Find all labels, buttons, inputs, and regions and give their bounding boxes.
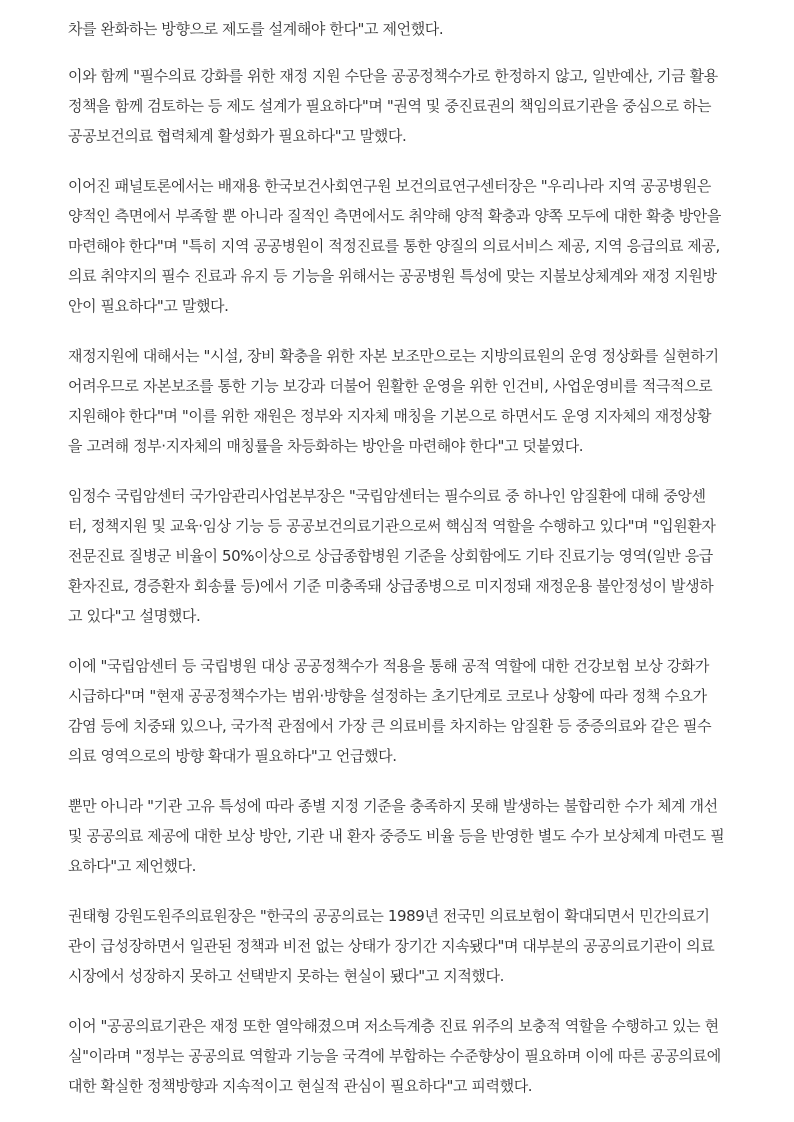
text-line: 마련해야 한다"며 "특히 지역 공공병원이 적정진료를 통한 양질의 의료서비스 제공, 지역 응급의료 제공,: [68, 237, 720, 255]
article-paragraph: [68, 171, 762, 321]
text-line: 이어진 패널토론에서는 배재용 한국보건사회연구원 보건의료연구센터장은 "우리나라 지역 공공병원은: [68, 177, 711, 195]
text-line: 어려우므로 자본보조를 통한 기능 보강과 더불어 원활한 운영을 위한 인건비, 사업운영비를 적극적으로: [68, 377, 713, 395]
article-paragraph: [68, 61, 762, 151]
text-line: 임정수 국립암센터 국가암관리사업본부장은 "국립암센터는 필수의료 중 하나인 암질환에 대해 중앙센: [68, 487, 706, 505]
text-line: 전문진료 질병군 비율이 50%이상으로 상급종합병원 기준을 상회함에도 기타 진료기능 영역(일반 응급: [68, 547, 713, 565]
text-line: 환자진료, 경증환자 회송률 등)에서 기준 미충족돼 상급종병으로 미지정돼 재정운용 불안정성이 발생하: [68, 577, 714, 595]
text-line: 의료 영역으로의 방향 확대가 필요하다"고 언급했다.: [68, 747, 397, 765]
text-line: 시장에서 성장하지 못하고 선택받지 못하는 현실이 됐다"고 지적했다.: [68, 967, 504, 985]
article-paragraph: [68, 341, 762, 461]
text-line: 뿐만 아니라 "기관 고유 특성에 따라 종별 지정 기준을 충족하지 못해 발생하는 불합리한 수가 체계 개선: [68, 797, 718, 815]
text-line: 양적인 측면에서 부족할 뿐 아니라 질적인 측면에서도 취약해 양적 확충과 양쪽 모두에 대한 확충 방안을: [68, 207, 721, 225]
article-paragraph: [68, 651, 762, 771]
text-line: 터, 정책지원 및 교육·임상 기능 등 공공보건의료기관으로써 핵심적 역할을 수행하고 있다"며 "입원환자: [68, 517, 716, 535]
text-line: 고 있다"고 설명했다.: [68, 607, 201, 625]
article-paragraph: [68, 14, 762, 44]
text-line: 관이 급성장하면서 일관된 정책과 비전 없는 상태가 장기간 지속됐다"며 대부분의 공공의료기관이 의료: [68, 937, 715, 955]
article-paragraph: [68, 791, 762, 881]
text-line: 재정지원에 대해서는 "시설, 장비 확충을 위한 자본 보조만으로는 지방의료원의 운영 정상화를 실현하기: [68, 347, 719, 365]
text-line: 시급하다"며 "현재 공공정책수가는 범위·방향을 설정하는 초기단계로 코로나 상황에 따라 정책 수요가: [68, 687, 707, 705]
text-line: 을 고려해 정부·지자체의 매칭률을 차등화하는 방안을 마련해야 한다"고 덧붙였다.: [68, 437, 584, 455]
text-line: 감염 등에 치중돼 있으나, 국가적 관점에서 가장 큰 의료비를 차지하는 암질환 등 중증의료와 같은 필수: [68, 717, 712, 735]
text-line: 및 공공의료 제공에 대한 보상 방안, 기관 내 환자 중증도 비율 등을 반영한 별도 수가 보상체계 마련도 필: [68, 827, 725, 845]
text-line: 정책을 함께 검토하는 등 제도 설계가 필요하다"며 "권역 및 중진료권의 책임의료기관을 중심으로 하는: [68, 97, 712, 115]
article-paragraph: [68, 481, 762, 631]
text-line: 이에 "국립암센터 등 국립병원 대상 공공정책수가 적용을 통해 공적 역할에 대한 건강보험 보상 강화가: [68, 657, 709, 675]
text-line: 차를 완화하는 방향으로 제도를 설계해야 한다"고 제언했다.: [68, 20, 444, 38]
text-line: 지원해야 한다"며 "이를 위한 재원은 정부와 지자체 매칭을 기본으로 하면서도 운영 지자체의 재정상황: [68, 407, 712, 425]
text-line: 이어 "공공의료기관은 재정 또한 열악해졌으며 저소득계층 진료 위주의 보충적 역할을 수행하고 있는 현: [68, 1017, 719, 1035]
article-paragraph: [68, 1011, 762, 1101]
text-line: 요하다"고 제언했다.: [68, 857, 196, 875]
text-line: 실"이라며 "정부는 공공의료 역할과 기능을 국격에 부합하는 수준향상이 필요하며 이에 따른 공공의료에: [68, 1047, 721, 1065]
text-line: 이와 함께 "필수의료 강화를 위한 재정 지원 수단을 공공정책수가로 한정하지 않고, 일반예산, 기금 활용: [68, 67, 718, 85]
text-line: 의료 취약지의 필수 진료과 유지 등 기능을 위해서는 공공병원 특성에 맞는 지불보상체계와 재정 지원방: [68, 267, 717, 285]
article-paragraph: [68, 901, 762, 991]
text-line: 공공보건의료 협력체계 활성화가 필요하다"고 말했다.: [68, 127, 407, 145]
text-line: 대한 확실한 정책방향과 지속적이고 현실적 관심이 필요하다"고 피력했다.: [68, 1077, 533, 1095]
text-line: 안이 필요하다"고 말했다.: [68, 297, 229, 315]
text-line: 권태형 강원도원주의료원장은 "한국의 공공의료는 1989년 전국민 의료보험이 확대되면서 민간의료기: [68, 907, 710, 925]
